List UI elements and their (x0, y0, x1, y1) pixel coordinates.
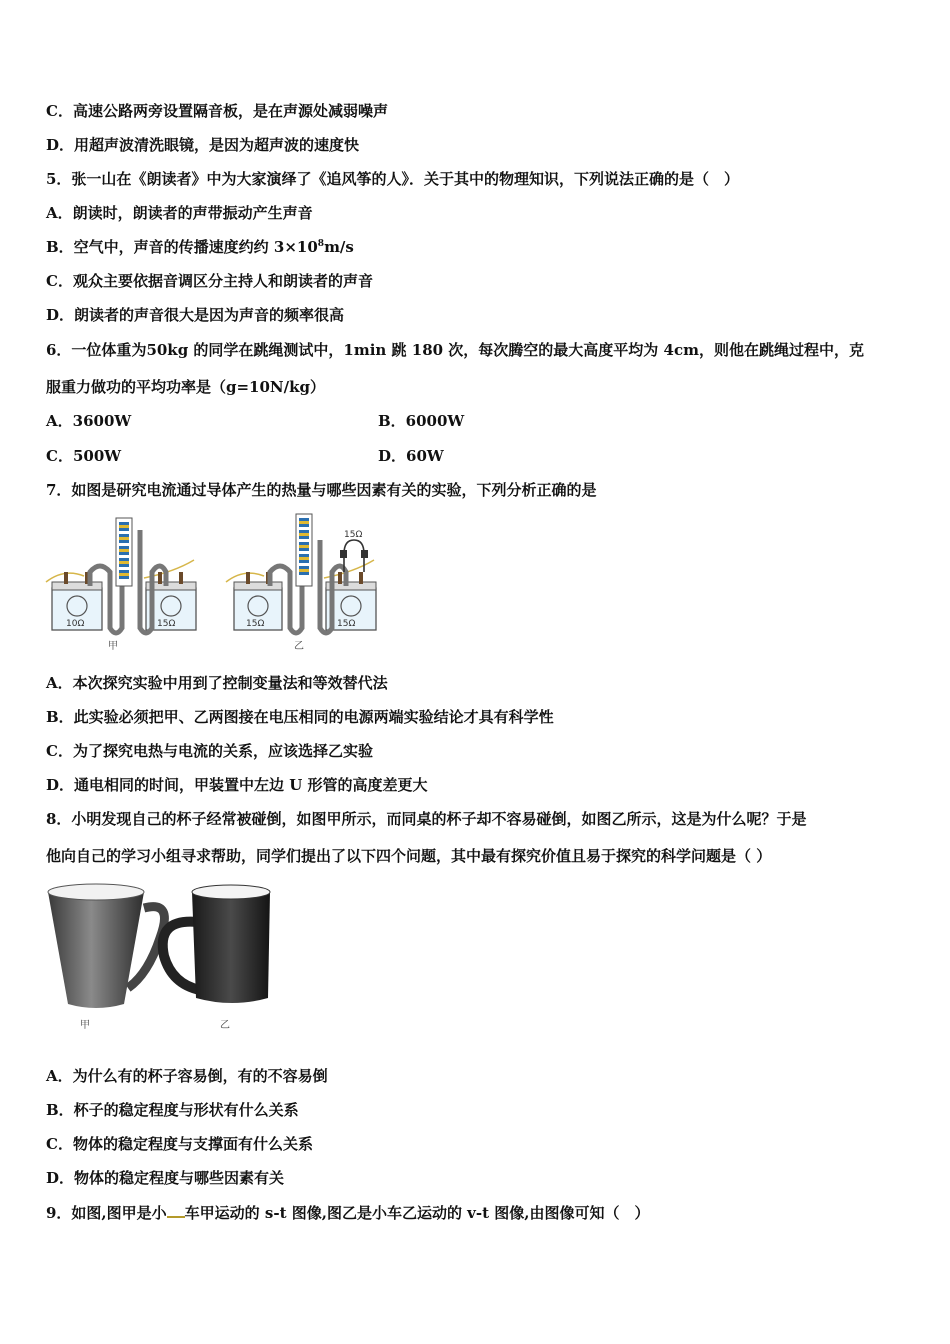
q7-left-resistor-2: 15Ω (157, 619, 176, 629)
q8-option-a: A．为什么有的杯子容易倒，有的不容易倒 (46, 1067, 328, 1085)
q8-stem-line1: 8．小明发现自己的杯子经常被碰倒，如图甲所示，而同桌的杯子却不容易碰倒，如图乙所示，这是为什么呢？于是 (46, 810, 807, 828)
q7-stem: 7．如图是研究电流通过导体产生的热量与哪些因素有关的实验，下列分析正确的是 (46, 481, 597, 499)
q8-cup-right (163, 885, 270, 1031)
q9-underline-mark (167, 1204, 185, 1218)
q5-option-b (46, 237, 354, 257)
q6-stem-line1: 6．一位体重为50kg 的同学在跳绳测试中，1min 跳 180 次，每次腾空的最大高度平均为 4cm，则他在跳绳过程中，克 (46, 341, 864, 359)
q9-stem-end: 车甲运动的 s-t 图像,图乙是小车乙运动的 v-t 图像,由图像可知（ ） (184, 1204, 650, 1222)
q8-option-d: D．物体的稳定程度与哪些因素有关 (46, 1169, 285, 1187)
q4-option-d: D．用超声波清洗眼镜，是因为超声波的速度快 (46, 136, 360, 154)
q7-option-b: B．此实验必须把甲、乙两图接在电压相同的电源两端实验结论才具有科学性 (46, 708, 554, 726)
q8-option-c: C．物体的稳定程度与支撑面有什么关系 (46, 1135, 313, 1153)
q8-figure (44, 878, 284, 1036)
q6-option-a: A．3600W (46, 412, 132, 430)
q5-stem: 5．张一山在《朗读者》中为大家演绎了《追风筝的人》．关于其中的物理知识，下列说法正确的是（ ） (46, 170, 739, 188)
q8-right-caption: 乙 (220, 1020, 230, 1031)
q8-left-caption: 甲 (80, 1020, 90, 1031)
q5-option-c: C．观众主要依据音调区分主持人和朗读者的声音 (46, 272, 373, 290)
q5-option-a: A．朗读时，朗读者的声带振动产生声音 (46, 204, 313, 222)
q7-right-caption: 乙 (294, 641, 304, 652)
q5-option-b-exponent: 8 (317, 239, 325, 249)
q7-figure (44, 510, 384, 656)
q6-option-d: D．60W (378, 447, 444, 465)
q7-right-resistor-2: 15Ω (337, 619, 356, 629)
q7-right-resistor-1: 15Ω (246, 619, 265, 629)
q6-option-c: C．500W (46, 447, 122, 465)
q7-left-resistor-1: 10Ω (66, 619, 85, 629)
q7-option-c: C．为了探究电热与电流的关系，应该选择乙实验 (46, 742, 373, 760)
q7-left-caption: 甲 (108, 641, 118, 652)
q7-option-d: D．通电相同的时间，甲装置中左边 U 形管的高度差更大 (46, 776, 428, 794)
q8-cup-left (48, 884, 164, 1031)
q7-apparatus-left (46, 518, 196, 652)
q8-stem-line2: 他向自己的学习小组寻求帮助，同学们提出了以下四个问题，其中最有探究价值且易于探究的科学问题是（ ） (46, 847, 772, 865)
q9-stem-start: 9．如图,图甲是小 (46, 1204, 167, 1222)
q8-option-b: B．杯子的稳定程度与形状有什么关系 (46, 1101, 299, 1119)
q6-option-b: B．6000W (378, 412, 465, 430)
q5-option-b-unit: m/s (324, 238, 354, 256)
q6-stem-line2: 服重力做功的平均功率是（g=10N/kg） (46, 378, 326, 396)
q5-option-d: D．朗读者的声音很大是因为声音的频率很高 (46, 306, 345, 324)
q7-option-a: A．本次探究实验中用到了控制变量法和等效替代法 (46, 674, 388, 692)
q9-stem (46, 1203, 649, 1223)
q4-option-c: C．高速公路两旁设置隔音板，是在声源处减弱噪声 (46, 102, 388, 120)
q7-right-resistor-external: 15Ω (344, 530, 363, 540)
q7-apparatus-right (226, 514, 376, 652)
q5-option-b-text: B．空气中，声音的传播速度约约 3×10 (46, 238, 318, 256)
